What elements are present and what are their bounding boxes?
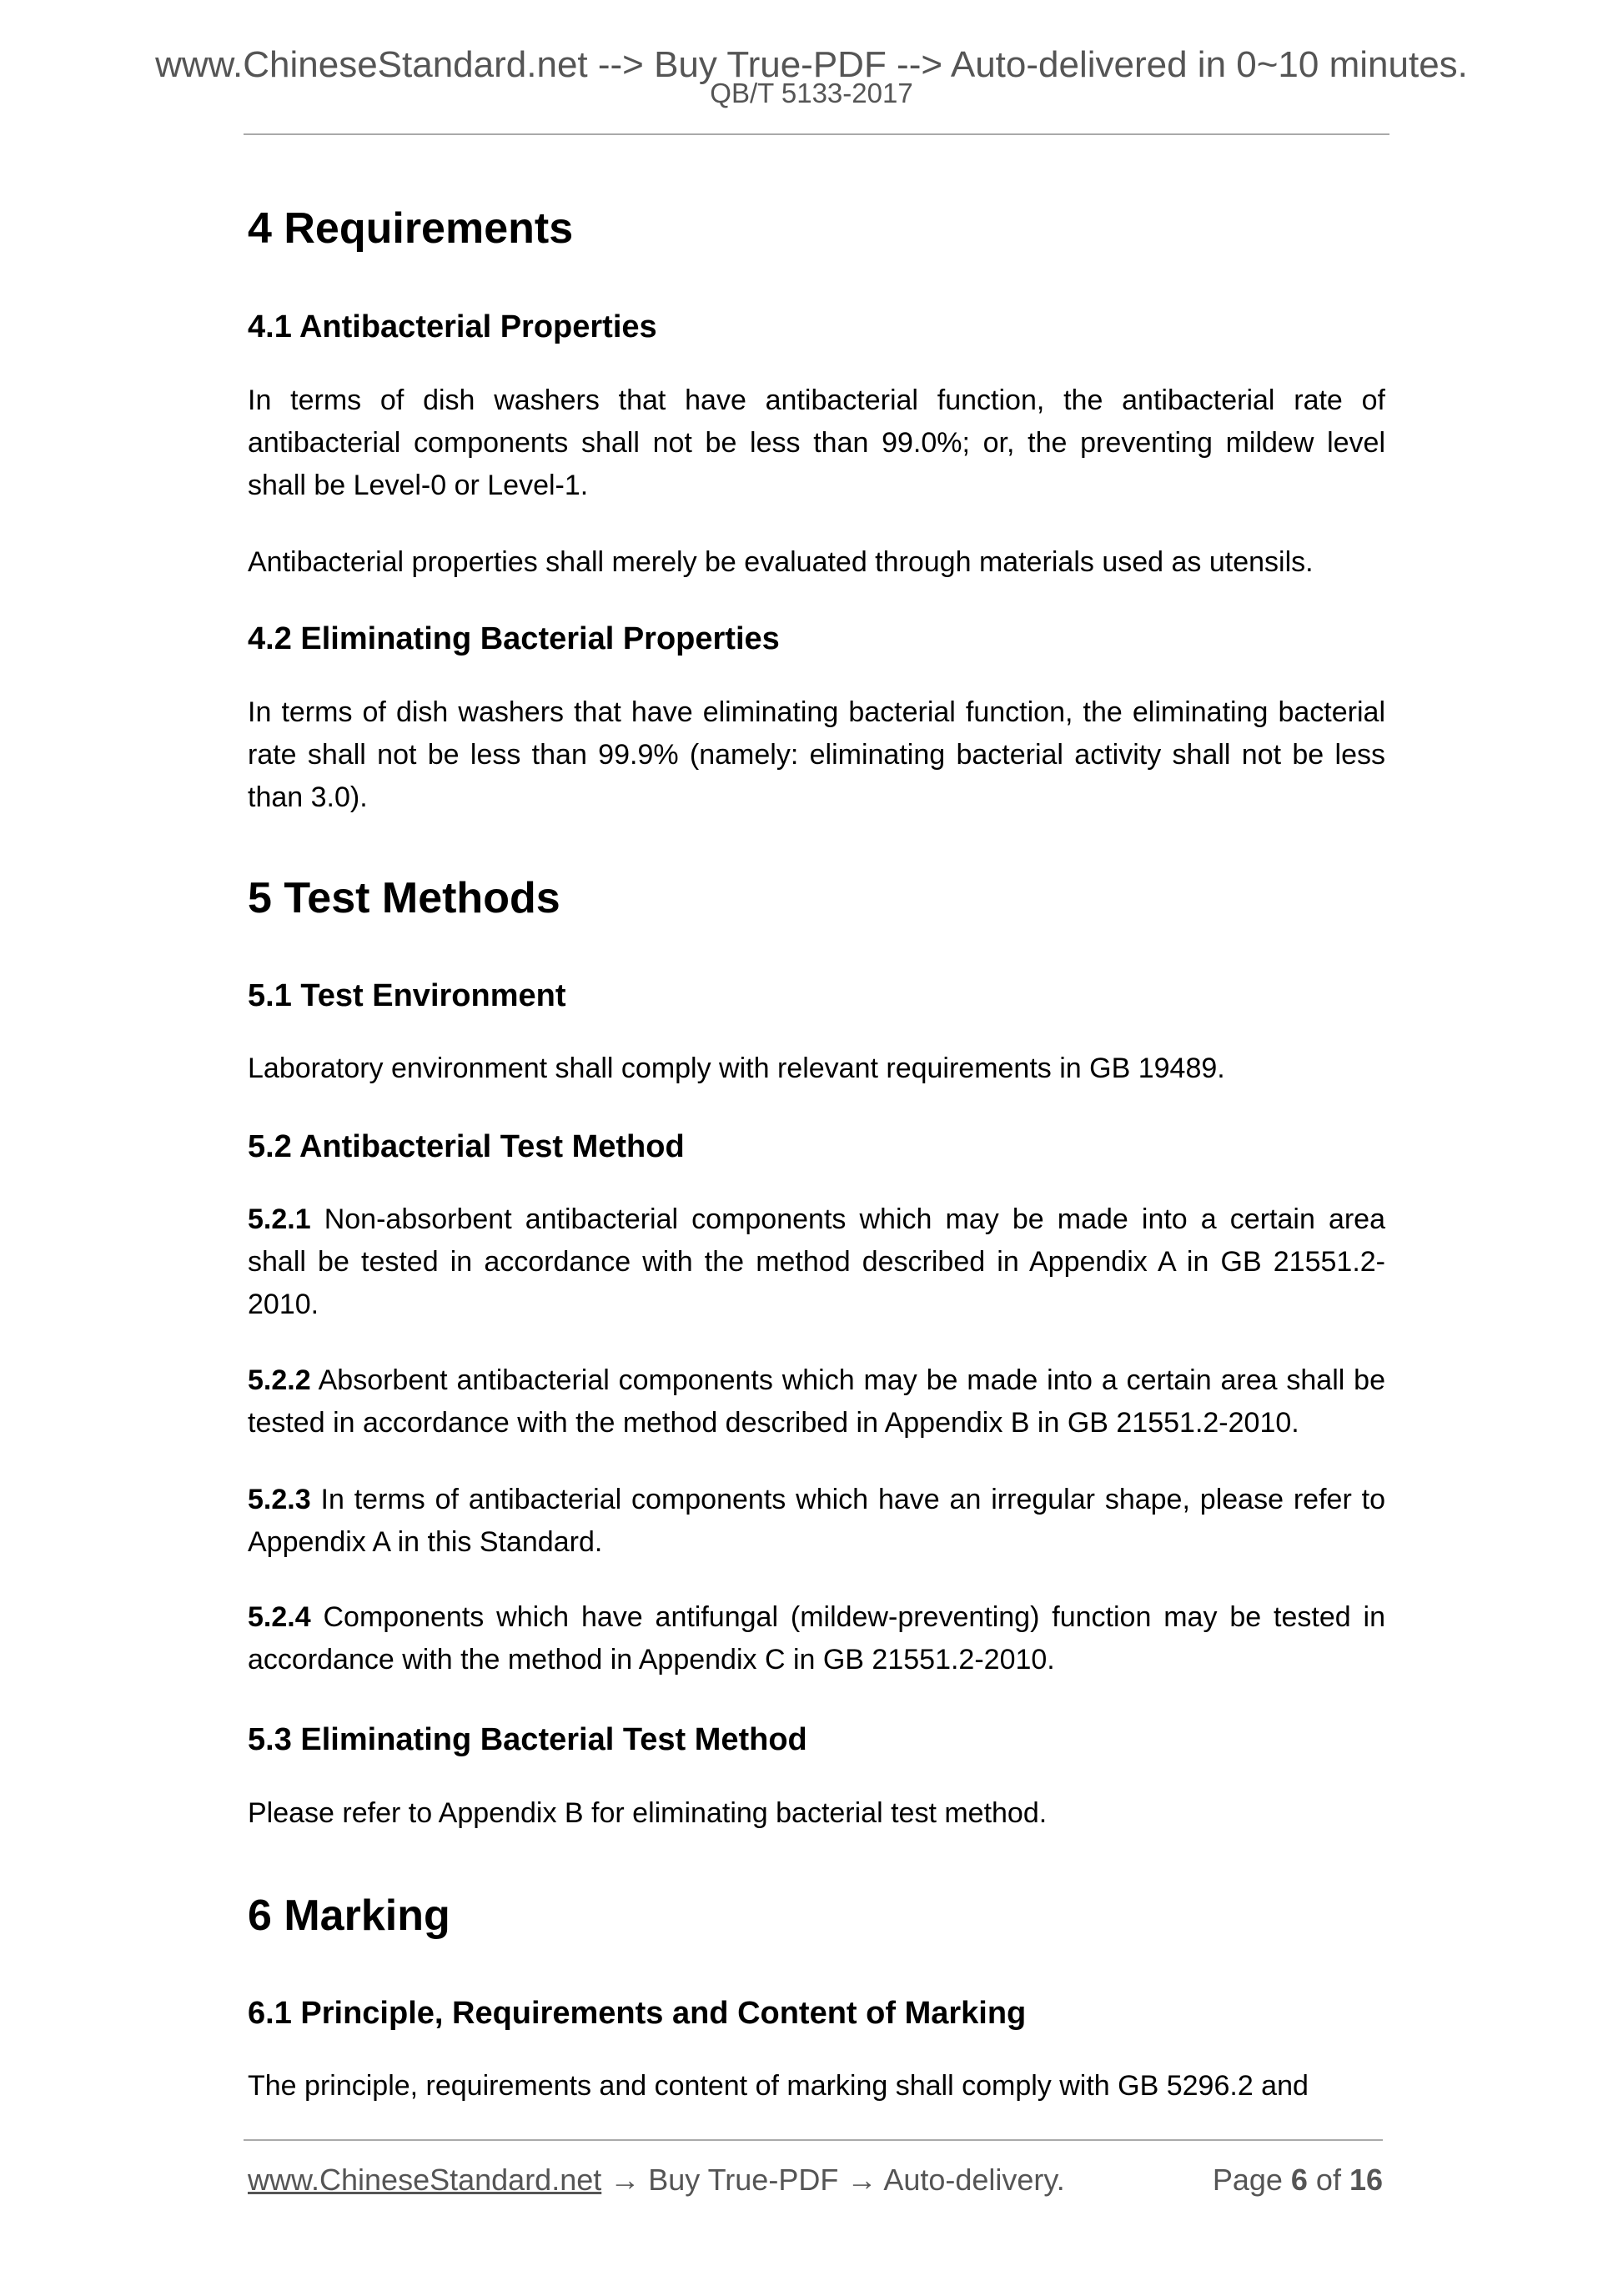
page-number: 6 <box>1290 2163 1308 2197</box>
section-5-3-heading: 5.3 Eliminating Bacterial Test Method <box>248 1722 807 1757</box>
section-6-1-heading: 6.1 Principle, Requirements and Content of Marking <box>248 1996 1027 2031</box>
section-6-1-paragraph-1: The principle, requirements and content of marking shall comply with GB 5296.2 and <box>248 2070 1309 2102</box>
clause-text: Non-absorbent antibacterial components which may be made into a certain area shall be tested in accordance with the method described in Appendix A in GB 21551.2-2010. <box>248 1203 1385 1320</box>
footer-tagline <box>248 2160 1065 2200</box>
section-5-heading: 5 Test Methods <box>248 874 560 922</box>
clause-number: 5.2.3 <box>248 1484 311 1515</box>
clause-number: 5.2.2 <box>248 1364 311 1396</box>
clause-5-2-2 <box>248 1359 1385 1444</box>
section-5-1-paragraph-1: Laboratory environment shall comply with relevant requirements in GB 19489. <box>248 1053 1225 1084</box>
section-4-1-paragraph-1: In terms of dish washers that have antibacterial function, the antibacterial rate of antibacterial components shall not be less than 99.0%; or, the preventing mildew level shall be Level-0 or Level-1. <box>248 384 1385 501</box>
clause-5-2-3 <box>248 1479 1385 1564</box>
clause-text: In terms of antibacterial components which have an irregular shape, please refer to Appendix A in this Standard. <box>248 1484 1385 1558</box>
document-code: QB/T 5133-2017 <box>710 78 913 108</box>
section-6-heading: 6 Marking <box>248 1892 450 1940</box>
clause-text: Absorbent antibacterial components which may be made into a certain area shall be tested in accordance with the method described in Appendix B in GB 21551.2-2010. <box>248 1364 1385 1439</box>
page-counter <box>1183 2160 1383 2200</box>
page-label: Page <box>1212 2163 1291 2197</box>
top-banner: www.ChineseStandard.net --> Buy True-PDF --> Auto-delivered in 0~10 minutes. <box>155 44 1468 85</box>
section-5-2-heading: 5.2 Antibacterial Test Method <box>248 1129 685 1164</box>
section-5-1-heading: 5.1 Test Environment <box>248 978 566 1013</box>
clause-number: 5.2.4 <box>248 1601 311 1633</box>
of-label: of <box>1307 2163 1349 2197</box>
clause-5-2-4 <box>248 1596 1385 1681</box>
section-5-3-paragraph-1: Please refer to Appendix B for eliminating bacterial test method. <box>248 1797 1048 1829</box>
page-total: 16 <box>1349 2163 1383 2197</box>
footer-tagline-text: → Buy True-PDF → Auto-delivery. <box>601 2163 1065 2197</box>
clause-number: 5.2.1 <box>248 1203 311 1235</box>
footer-link[interactable]: www.ChineseStandard.net <box>248 2163 602 2197</box>
clause-text: Components which have antifungal (mildew-preventing) function may be tested in accordance with the method in Appendix C in GB 21551.2-2010. <box>248 1601 1385 1676</box>
section-4-2-heading: 4.2 Eliminating Bacterial Properties <box>248 621 780 656</box>
footer-divider <box>244 2139 1383 2141</box>
section-4-1-paragraph-2: Antibacterial properties shall merely be evaluated through materials used as utensils. <box>248 546 1314 578</box>
section-4-2-paragraph-1: In terms of dish washers that have eliminating bacterial function, the eliminating bacterial rate shall not be less than 99.9% (namely: eliminating bacterial activity shall not be less than 3.0). <box>248 696 1385 813</box>
clause-5-2-1 <box>248 1198 1385 1326</box>
section-4-1-heading: 4.1 Antibacterial Properties <box>248 309 657 344</box>
section-4-heading: 4 Requirements <box>248 204 574 253</box>
